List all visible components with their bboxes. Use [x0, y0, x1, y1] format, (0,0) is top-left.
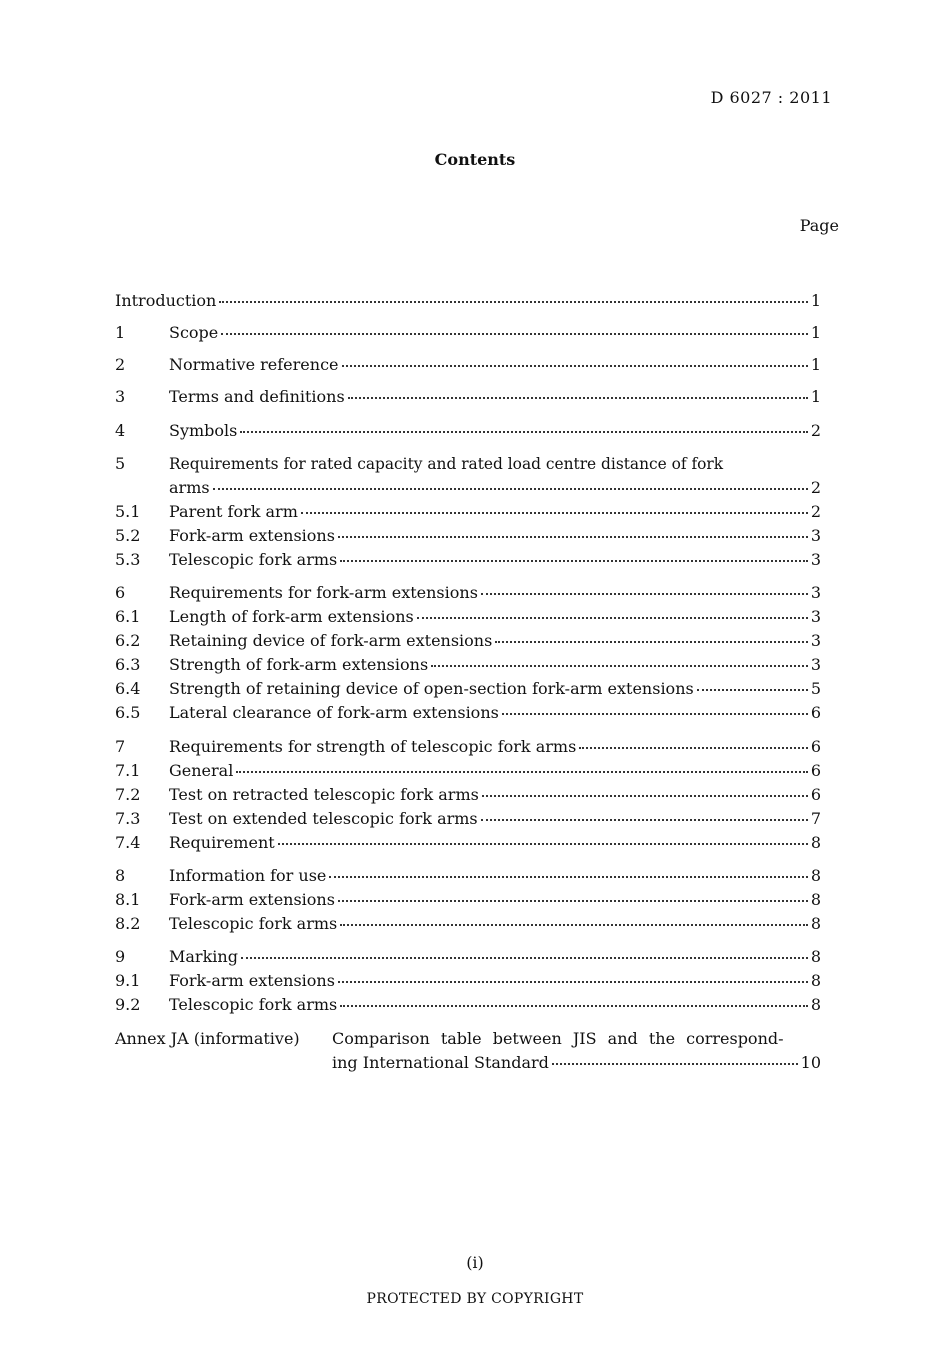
toc-entry-6-3[interactable]: [115, 653, 821, 677]
toc-title: Terms and definitions: [169, 387, 345, 406]
toc-entry-7[interactable]: [115, 735, 821, 759]
toc-title: Strength of fork-arm extensions: [169, 655, 429, 674]
dot-leader: [348, 392, 808, 399]
toc-number: 6.5: [115, 703, 141, 722]
dot-leader: [579, 742, 808, 749]
toc-title: Normative reference: [169, 355, 339, 374]
toc-page: 3: [810, 655, 821, 674]
annex-title-line-2: [332, 1051, 821, 1075]
toc-entry-2[interactable]: [115, 353, 821, 377]
toc-entry-6-4[interactable]: [115, 677, 821, 701]
toc-page: 1: [810, 355, 821, 374]
toc-number: 7.2: [115, 785, 141, 804]
toc-entry-5[interactable]: [115, 452, 821, 476]
toc-title: Test on retracted telescopic fork arms: [169, 785, 479, 804]
toc-number: 9: [115, 947, 126, 966]
toc-number: 7.4: [115, 833, 141, 852]
toc-title: Requirements for rated capacity and rated load centre distance of fork: [169, 455, 724, 473]
toc-entry-6-1[interactable]: [115, 605, 821, 629]
toc-number: 5.1: [115, 502, 141, 521]
toc-title: Fork-arm extensions: [169, 971, 335, 990]
toc-entry-8[interactable]: [115, 864, 821, 888]
dot-leader: [417, 612, 808, 619]
toc-entry-1[interactable]: [115, 321, 821, 345]
toc-entry-5-continued[interactable]: [115, 476, 821, 500]
toc-title: Scope: [169, 323, 219, 342]
toc-page: 8: [810, 866, 821, 885]
toc-entry-5-1[interactable]: [115, 500, 821, 524]
toc-entry-6-5[interactable]: [115, 701, 821, 725]
toc-number: 1: [115, 323, 126, 342]
toc-title: Information for use: [169, 866, 327, 885]
toc-title: Strength of retaining device of open-section fork-arm extensions: [169, 679, 694, 698]
toc-number: 5.3: [115, 550, 141, 569]
toc-number: 5: [115, 454, 126, 473]
toc-entry-7-4[interactable]: [115, 831, 821, 855]
dot-leader: [236, 766, 807, 773]
toc-page: 3: [810, 631, 821, 650]
toc-title: Parent fork arm: [169, 502, 298, 521]
toc-page: 5: [810, 679, 821, 698]
toc-title: Marking: [169, 947, 238, 966]
toc-page: 6: [810, 737, 821, 756]
toc-page: 2: [810, 502, 821, 521]
toc-number: 6.4: [115, 679, 141, 698]
toc-entry-5-2[interactable]: [115, 524, 821, 548]
toc-page: 2: [810, 478, 821, 497]
toc-title: Introduction: [115, 291, 217, 310]
contents-title: Contents: [434, 150, 516, 169]
dot-leader: [340, 1000, 808, 1007]
toc-title: Test on extended telescopic fork arms: [169, 809, 478, 828]
toc-number: 6.2: [115, 631, 141, 650]
toc-entry-9-2[interactable]: [115, 993, 821, 1017]
dot-leader: [338, 976, 808, 983]
dot-leader: [481, 814, 808, 821]
dot-leader: [241, 952, 808, 959]
page-folio: (i): [466, 1253, 484, 1272]
toc-entry-7-3[interactable]: [115, 807, 821, 831]
toc-page: 6: [810, 785, 821, 804]
toc-title: Telescopic fork arms: [169, 914, 338, 933]
toc-entry-7-2[interactable]: [115, 783, 821, 807]
toc-title: Retaining device of fork-arm extensions: [169, 631, 493, 650]
toc-number: 6.1: [115, 607, 141, 626]
toc-number: 8.2: [115, 914, 141, 933]
toc-page: 8: [810, 833, 821, 852]
toc-entry-introduction[interactable]: [115, 289, 821, 313]
page-column-label: Page: [799, 216, 839, 235]
toc-title: Telescopic fork arms: [169, 550, 338, 569]
toc-number: 4: [115, 421, 126, 440]
toc-title: Symbols: [169, 421, 238, 440]
dot-leader: [340, 919, 808, 926]
dot-leader: [340, 555, 808, 562]
toc-page: 3: [810, 550, 821, 569]
dot-leader: [338, 895, 808, 902]
toc-number: 8: [115, 866, 126, 885]
toc-page: 1: [810, 387, 821, 406]
toc-number: 2: [115, 355, 126, 374]
dot-leader: [495, 636, 807, 643]
annex-title-line-1: Comparison table between JIS and the correspond-: [332, 1029, 784, 1048]
toc-page: 3: [810, 526, 821, 545]
dot-leader: [338, 531, 808, 538]
toc-page: 2: [810, 421, 821, 440]
toc-title: Requirements for fork-arm extensions: [169, 583, 478, 602]
dot-leader: [482, 790, 808, 797]
toc-number: 7.3: [115, 809, 141, 828]
toc-title: Fork-arm extensions: [169, 526, 335, 545]
toc-page: 10: [800, 1053, 821, 1072]
toc-entry-5-3[interactable]: [115, 548, 821, 572]
toc-entry-3[interactable]: [115, 385, 821, 409]
toc-title: Telescopic fork arms: [169, 995, 338, 1014]
toc-entry-8-2[interactable]: [115, 912, 821, 936]
dot-leader: [221, 328, 808, 335]
toc-page: 1: [810, 291, 821, 310]
toc-page: 3: [810, 583, 821, 602]
dot-leader: [552, 1058, 798, 1065]
toc-title: Length of fork-arm extensions: [169, 607, 414, 626]
dot-leader: [219, 296, 807, 303]
toc-number: 5.2: [115, 526, 141, 545]
toc-title: Fork-arm extensions: [169, 890, 335, 909]
toc-entry-7-1[interactable]: [115, 759, 821, 783]
annex-label: Annex JA (informative): [115, 1029, 300, 1048]
dot-leader: [502, 708, 808, 715]
toc-page: 6: [810, 703, 821, 722]
copyright-notice: PROTECTED BY COPYRIGHT: [366, 1291, 584, 1307]
dot-leader: [329, 871, 807, 878]
toc-number: 9.2: [115, 995, 141, 1014]
toc-title: Requirement: [169, 833, 275, 852]
toc-page: 8: [810, 914, 821, 933]
toc-title: General: [169, 761, 234, 780]
toc-title: Requirements for strength of telescopic fork arms: [169, 737, 577, 756]
dot-leader: [240, 426, 807, 433]
dot-leader: [278, 838, 808, 845]
toc-page: 3: [810, 607, 821, 626]
dot-leader: [481, 588, 808, 595]
toc-number: 9.1: [115, 971, 141, 990]
standard-code: D 6027 : 2011: [710, 88, 832, 107]
toc-entry-8-1[interactable]: [115, 888, 821, 912]
toc-title: arms: [169, 478, 210, 497]
toc-title: Lateral clearance of fork-arm extensions: [169, 703, 499, 722]
annex-title-continued: ing International Standard: [332, 1053, 549, 1072]
toc-number: 3: [115, 387, 126, 406]
dot-leader: [342, 360, 808, 367]
toc-number: 6: [115, 583, 126, 602]
toc-page: 1: [810, 323, 821, 342]
toc-entry-4[interactable]: [115, 419, 821, 443]
toc-number: 8.1: [115, 890, 141, 909]
toc-number: 7.1: [115, 761, 141, 780]
dot-leader: [213, 483, 808, 490]
toc-page: 7: [810, 809, 821, 828]
toc-page: 6: [810, 761, 821, 780]
dot-leader: [697, 684, 808, 691]
toc-entry-6[interactable]: [115, 581, 821, 605]
dot-leader: [301, 507, 808, 514]
dot-leader: [431, 660, 808, 667]
toc-page: 8: [810, 971, 821, 990]
toc-number: 7: [115, 737, 126, 756]
toc-entry-9[interactable]: [115, 945, 821, 969]
toc-entry-9-1[interactable]: [115, 969, 821, 993]
toc-page: 8: [810, 947, 821, 966]
toc-page: 8: [810, 995, 821, 1014]
toc-page: 8: [810, 890, 821, 909]
toc-number: 6.3: [115, 655, 141, 674]
toc-entry-6-2[interactable]: [115, 629, 821, 653]
